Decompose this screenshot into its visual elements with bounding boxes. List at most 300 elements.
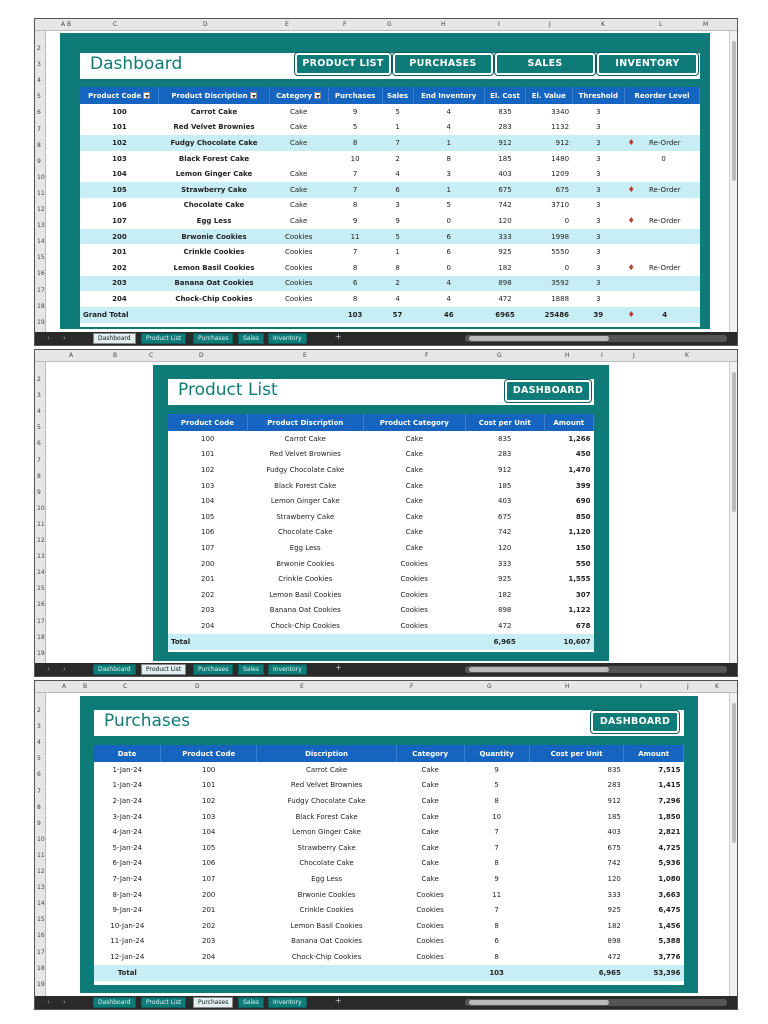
tab-dashboard[interactable]: Dashboard <box>93 333 136 344</box>
cost-per-unit-cell: 472 <box>498 621 512 630</box>
column-header[interactable] <box>572 87 625 104</box>
category-cell: Cake <box>421 812 439 821</box>
category-cell: Cookies <box>416 937 444 946</box>
column-header[interactable] <box>484 87 525 104</box>
column-header[interactable] <box>529 745 624 762</box>
table-row <box>168 587 594 603</box>
column-letter[interactable]: G <box>487 683 492 690</box>
amount-cell: 1,456 <box>658 921 681 930</box>
column-letter[interactable]: I <box>640 683 642 690</box>
column-header[interactable] <box>161 745 257 762</box>
column-header[interactable] <box>94 745 161 762</box>
end-inventory-cell: 4 <box>446 123 451 132</box>
column-header[interactable] <box>544 414 594 431</box>
row-number[interactable]: 11 <box>37 520 45 528</box>
column-letter[interactable]: M <box>703 21 709 28</box>
vertical-scrollbar[interactable] <box>729 31 737 333</box>
column-header[interactable] <box>396 745 464 762</box>
page-title: Product List <box>178 380 278 400</box>
column-letter[interactable]: H <box>565 352 570 359</box>
el-cost-cell: 675 <box>484 182 525 198</box>
amount-cell: 5,388 <box>658 937 681 946</box>
tab-sales[interactable]: Sales <box>238 664 264 675</box>
product-code-cell: 202 <box>202 921 216 930</box>
column-letter[interactable]: L <box>659 21 663 28</box>
end-inventory-cell: 0 <box>446 216 451 225</box>
row-number[interactable]: 9 <box>37 819 41 827</box>
column-header[interactable] <box>526 87 572 104</box>
date-cell: 1-Jan-24 <box>112 765 143 774</box>
category-cell: Cookies <box>416 890 444 899</box>
row-number[interactable]: 19 <box>37 318 45 326</box>
category-cell: Cookies <box>284 248 313 257</box>
reorder-level-cell <box>625 151 700 167</box>
sales-button[interactable]: SALES <box>495 53 595 75</box>
category-cell: Cake <box>290 170 308 179</box>
product-code-cell: 106 <box>112 201 127 210</box>
product-code-cell: 105 <box>201 512 215 521</box>
threshold-cell: 3 <box>596 216 601 225</box>
amount-cell: 399 <box>575 481 591 490</box>
el-value-cell: 1888 <box>551 294 570 303</box>
category-cell: Cake <box>421 765 439 774</box>
row-number[interactable]: 17 <box>37 948 45 956</box>
row-number[interactable]: 15 <box>37 916 45 924</box>
description-cell: Strawberry Cake <box>297 843 356 852</box>
row-number[interactable]: 7 <box>37 787 41 795</box>
column-letter[interactable]: E <box>285 21 289 28</box>
purchases-cell: 7 <box>352 170 358 179</box>
column-letter[interactable]: A <box>61 21 66 28</box>
product-category-cell: Cookies <box>400 621 428 630</box>
row-number[interactable]: 2 <box>37 376 41 383</box>
column-letter[interactable]: A <box>62 683 67 690</box>
reorder-flag-icon: ♦ <box>627 138 635 148</box>
vertical-scrollbar[interactable] <box>729 693 737 997</box>
row-number[interactable]: 8 <box>37 141 41 149</box>
add-sheet-button[interactable]: + <box>335 332 342 341</box>
row-number[interactable]: 6 <box>37 771 41 779</box>
cost-per-unit-cell: 898 <box>607 937 621 946</box>
column-letter[interactable]: E <box>303 352 307 359</box>
page-title: Dashboard <box>90 54 183 74</box>
cost-per-unit-cell: 925 <box>607 906 621 915</box>
table-row <box>94 887 684 903</box>
el-value-cell: 1998 <box>526 229 572 245</box>
description-cell: Brwonie Cookies <box>297 890 356 899</box>
product-description-cell: Brwonie Cookies <box>159 229 269 245</box>
threshold-cell: 3 <box>596 107 601 116</box>
column-letter[interactable]: K <box>685 352 689 359</box>
column-letter[interactable]: B <box>67 21 72 28</box>
category-cell <box>269 151 328 167</box>
product-description-cell: Fudgy Chocolate Cake <box>159 135 269 151</box>
tab-inventory[interactable]: Inventory <box>268 997 307 1008</box>
column-header-label: Category <box>412 749 449 758</box>
column-letter[interactable]: C <box>113 21 118 28</box>
scroll-right-arrow[interactable]: › <box>63 998 66 1006</box>
column-letter[interactable]: J <box>549 21 551 28</box>
date-cell: Total <box>94 965 161 981</box>
column-header-label: Product Discription <box>267 418 344 427</box>
el-cost-cell: 925 <box>498 248 512 257</box>
product-code-cell: 105 <box>80 182 159 198</box>
row-number[interactable]: 4 <box>37 408 41 416</box>
horizontal-scrollbar[interactable] <box>465 666 727 673</box>
tab-product-list[interactable]: Product List <box>141 333 186 344</box>
dashboard-sheet <box>46 31 729 332</box>
row-number[interactable]: 9 <box>37 157 41 165</box>
cost-per-unit-cell: 912 <box>498 465 512 474</box>
product-category-cell: Cake <box>405 450 423 459</box>
column-header-label: Threshold <box>578 91 618 100</box>
el-value-cell: 3710 <box>551 201 570 210</box>
cost-per-unit-cell: 403 <box>607 828 621 837</box>
row-number[interactable]: 2 <box>37 707 41 714</box>
product-description-cell: Black Forest Cake <box>274 481 337 490</box>
row-number[interactable]: 14 <box>37 569 45 577</box>
row-number[interactable]: 14 <box>37 900 45 908</box>
column-letter[interactable]: I <box>498 21 500 28</box>
table-row <box>80 291 700 307</box>
row-number[interactable]: 7 <box>37 456 41 464</box>
row-number[interactable]: 10 <box>37 173 45 181</box>
column-letter[interactable]: D <box>203 21 208 28</box>
column-header-label: Product Category <box>379 418 449 427</box>
threshold-cell: 3 <box>596 248 601 257</box>
description-cell: Carrot Cake <box>305 765 348 774</box>
column-letter[interactable]: H <box>441 21 446 28</box>
column-letter[interactable]: K <box>601 21 605 28</box>
amount-cell: 150 <box>575 543 591 552</box>
sheet-tab-bar <box>35 332 737 345</box>
row-number[interactable]: 10 <box>37 504 45 512</box>
tab-sales[interactable]: Sales <box>238 997 264 1008</box>
product-code-cell: 104 <box>112 170 127 179</box>
reorder-level-cell <box>625 135 700 151</box>
inventory-button[interactable]: INVENTORY <box>597 53 698 75</box>
column-letter[interactable]: G <box>497 352 502 359</box>
table-row <box>94 856 684 872</box>
column-letter[interactable]: K <box>715 683 719 690</box>
el-cost-cell: 835 <box>498 107 512 116</box>
el-value-cell: 0 <box>564 263 570 272</box>
add-sheet-button[interactable]: + <box>335 996 342 1005</box>
threshold-cell: 3 <box>572 135 625 151</box>
tab-purchases[interactable]: Purchases <box>193 997 233 1008</box>
category-cell: Cake <box>269 182 328 198</box>
column-letter[interactable]: B <box>113 352 118 359</box>
product-category-cell: Cake <box>405 497 423 506</box>
description-cell <box>257 965 396 981</box>
amount-cell: 1,122 <box>568 606 591 615</box>
end-inventory-cell: 4 <box>446 107 451 116</box>
quantity-cell: 7 <box>494 906 499 915</box>
column-letter[interactable]: F <box>425 352 429 359</box>
el-cost-cell: 403 <box>498 170 512 179</box>
product-list-button[interactable]: PRODUCT LIST <box>295 53 391 75</box>
tab-inventory[interactable]: Inventory <box>268 664 307 675</box>
product-description-cell: Lemon Ginger Cake <box>270 497 340 506</box>
row-number[interactable]: 3 <box>37 61 41 69</box>
column-header[interactable] <box>159 87 269 104</box>
scroll-left-arrow[interactable]: ‹ <box>47 998 50 1006</box>
column-header[interactable] <box>247 414 363 431</box>
cost-per-unit-cell: 182 <box>607 921 621 930</box>
filter-dropdown-icon[interactable] <box>250 92 257 99</box>
row-number[interactable]: 5 <box>37 755 41 763</box>
amount-cell: 10,607 <box>544 634 594 650</box>
row-number[interactable]: 17 <box>37 617 45 625</box>
row-number[interactable]: 13 <box>37 884 45 892</box>
el-cost-cell: 333 <box>484 229 525 245</box>
el-value-cell: 3340 <box>551 107 570 116</box>
category-cell: Cookies <box>284 294 313 303</box>
tab-sales[interactable]: Sales <box>238 333 264 344</box>
row-number[interactable]: 13 <box>37 553 45 561</box>
scroll-left-arrow[interactable]: ‹ <box>47 665 50 673</box>
column-letter[interactable]: C <box>149 352 154 359</box>
column-header[interactable] <box>625 87 700 104</box>
category-cell: Cake <box>269 135 328 151</box>
reorder-level-cell <box>625 120 700 136</box>
add-sheet-button[interactable]: + <box>335 663 342 672</box>
reorder-level-label: Re-Order <box>648 139 681 148</box>
product-list-window <box>34 349 738 677</box>
category-cell: Cookies <box>416 906 444 915</box>
category-cell: Cookies <box>269 229 328 245</box>
row-number[interactable]: 16 <box>37 601 45 609</box>
sales-cell: 3 <box>395 201 400 210</box>
threshold-cell: 3 <box>596 170 601 179</box>
row-number[interactable]: 18 <box>37 964 45 972</box>
table-row <box>94 934 684 950</box>
column-header[interactable] <box>80 87 159 104</box>
row-number[interactable]: 15 <box>37 585 45 593</box>
category-cell: Cake <box>421 874 439 883</box>
date-cell: 3-Jan-24 <box>112 812 143 821</box>
el-cost-cell: 283 <box>498 123 512 132</box>
table-row <box>94 840 684 856</box>
product-code-cell: 203 <box>202 937 216 946</box>
column-letter[interactable]: G <box>387 21 392 28</box>
row-number[interactable]: 19 <box>37 649 45 657</box>
column-header[interactable] <box>269 87 328 104</box>
scroll-left-arrow[interactable]: ‹ <box>47 334 50 342</box>
horizontal-scrollbar[interactable] <box>465 999 727 1006</box>
row-number[interactable]: 19 <box>37 980 45 988</box>
product-description-cell: Lemon Basil Cookies <box>269 590 342 599</box>
product-description-cell: Strawberry Cake <box>159 182 269 198</box>
column-header[interactable] <box>328 87 382 104</box>
product-description-cell: Crinkle Cookies <box>278 575 333 584</box>
row-number[interactable]: 18 <box>37 633 45 641</box>
dashboard-table <box>80 87 700 323</box>
page-title: Purchases <box>104 711 191 731</box>
column-header[interactable] <box>168 414 247 431</box>
threshold-cell: 3 <box>596 123 601 132</box>
column-letter[interactable]: D <box>195 683 200 690</box>
end-inventory-cell: 8 <box>446 154 451 163</box>
el-cost-cell: 742 <box>498 201 512 210</box>
vertical-scrollbar[interactable] <box>729 362 737 664</box>
row-number[interactable]: 5 <box>37 424 41 432</box>
amount-cell: 550 <box>575 559 591 568</box>
amount-cell: 1,120 <box>568 528 591 537</box>
threshold-cell: 3 <box>596 294 601 303</box>
row-number[interactable]: 11 <box>37 189 45 197</box>
column-letter[interactable]: C <box>123 683 128 690</box>
column-header[interactable] <box>465 414 544 431</box>
column-letter[interactable]: I <box>601 352 603 359</box>
row-number[interactable]: 17 <box>37 286 45 294</box>
row-number[interactable]: 6 <box>37 109 41 117</box>
scroll-right-arrow[interactable]: › <box>63 334 66 342</box>
date-cell: 10-Jan-24 <box>110 921 145 930</box>
column-letter[interactable]: F <box>343 21 347 28</box>
row-number[interactable]: 7 <box>37 125 41 133</box>
column-letter[interactable]: D <box>199 352 204 359</box>
cost-per-unit-cell: 925 <box>498 575 512 584</box>
column-letter[interactable]: E <box>300 683 304 690</box>
row-number[interactable]: 11 <box>37 851 45 859</box>
row-number[interactable]: 8 <box>37 472 41 480</box>
purchases-button[interactable]: PURCHASES <box>393 53 493 75</box>
end-inventory-cell: 6 <box>413 229 484 245</box>
category-cell: Cake <box>290 123 308 132</box>
column-header[interactable] <box>257 745 396 762</box>
scroll-right-arrow[interactable]: › <box>63 665 66 673</box>
row-number[interactable]: 12 <box>37 537 45 544</box>
filter-dropdown-icon[interactable] <box>314 92 321 99</box>
amount-cell: 450 <box>575 450 591 459</box>
product-description-cell: Crinkle Cookies <box>183 248 245 257</box>
row-number[interactable]: 10 <box>37 835 45 843</box>
row-number[interactable]: 9 <box>37 488 41 496</box>
row-number[interactable]: 14 <box>37 238 45 246</box>
column-header[interactable] <box>624 745 684 762</box>
row-number[interactable]: 18 <box>37 302 45 310</box>
table-row <box>94 918 684 934</box>
cost-per-unit-cell: 742 <box>498 528 512 537</box>
table-row <box>94 871 684 887</box>
reorder-level-label: Re-Order <box>648 264 681 273</box>
row-number[interactable]: 4 <box>37 77 41 85</box>
reorder-flag-icon: ♦ <box>627 263 635 273</box>
product-list-table <box>168 414 594 650</box>
amount-cell: 1,555 <box>568 575 591 584</box>
column-header-label: Sales <box>387 91 409 100</box>
table-row <box>168 556 594 572</box>
row-number[interactable]: 5 <box>37 93 41 101</box>
end-inventory-cell: 0 <box>446 263 451 272</box>
el-value-cell: 3592 <box>526 276 572 292</box>
description-cell: Lemon Basil Cookies <box>290 921 363 930</box>
description-cell: Fudgy Chocolate Cake <box>287 796 366 805</box>
tab-product-list[interactable]: Product List <box>141 664 186 675</box>
table-row <box>168 540 594 556</box>
column-header[interactable] <box>382 87 413 104</box>
tab-dashboard[interactable]: Dashboard <box>93 664 136 675</box>
column-letter[interactable]: F <box>410 683 414 690</box>
product-description-cell: Chocolate Cake <box>277 528 333 537</box>
amount-cell: 7,296 <box>658 796 681 805</box>
end-inventory-cell: 4 <box>446 294 451 303</box>
quantity-cell: 8 <box>494 952 499 961</box>
total-row <box>94 965 684 981</box>
product-description-cell: Fudgy Chocolate Cake <box>266 465 345 474</box>
product-code-cell: 100 <box>202 765 216 774</box>
threshold-cell: 3 <box>596 154 601 163</box>
column-letter[interactable]: J <box>633 352 635 359</box>
column-letter[interactable]: J <box>687 683 689 690</box>
cost-per-unit-cell: 742 <box>607 859 621 868</box>
product-code-cell: 200 <box>80 229 159 245</box>
reorder-level-label: Re-Order <box>648 217 681 226</box>
amount-cell: 5,936 <box>658 859 681 868</box>
table-row <box>94 793 684 809</box>
column-letter[interactable]: B <box>83 683 88 690</box>
row-number[interactable]: 12 <box>37 206 45 213</box>
row-number[interactable]: 4 <box>37 739 41 747</box>
tab-dashboard[interactable]: Dashboard <box>93 997 136 1008</box>
cost-per-unit-cell: 472 <box>607 952 621 961</box>
tab-product-list[interactable]: Product List <box>141 997 186 1008</box>
row-number[interactable]: 13 <box>37 222 45 230</box>
column-header[interactable] <box>464 745 529 762</box>
column-header-label: Amount <box>553 418 585 427</box>
horizontal-scrollbar[interactable] <box>465 335 727 342</box>
cost-per-unit-cell: 912 <box>607 796 621 805</box>
row-number[interactable]: 3 <box>37 723 41 731</box>
product-description-cell: Chock-Chip Cookies <box>270 621 340 630</box>
column-header[interactable] <box>413 87 484 104</box>
description-cell: Chock-Chip Cookies <box>291 952 362 961</box>
filter-dropdown-icon[interactable] <box>143 92 150 99</box>
row-number[interactable]: 6 <box>37 440 41 448</box>
purchases-cell: 8 <box>328 135 382 151</box>
product-code-cell: 100 <box>201 434 215 443</box>
description-cell: Chocolate Cake <box>299 859 354 868</box>
column-letter[interactable]: H <box>565 683 570 690</box>
sales-cell: 2 <box>395 154 400 163</box>
tab-purchases[interactable]: Purchases <box>193 664 233 675</box>
product-code-cell: 201 <box>202 906 216 915</box>
row-number[interactable]: 8 <box>37 803 41 811</box>
amount-cell: 678 <box>575 621 591 630</box>
product-code-cell: 100 <box>112 107 127 116</box>
table-row <box>94 762 684 778</box>
tab-purchases[interactable]: Purchases <box>193 333 233 344</box>
row-number[interactable]: 16 <box>37 932 45 940</box>
category-cell: Cake <box>421 859 439 868</box>
row-number[interactable]: 2 <box>37 45 41 52</box>
end-inventory-cell: 6 <box>446 248 451 257</box>
column-letter[interactable]: A <box>69 352 74 359</box>
tab-inventory[interactable]: Inventory <box>268 333 307 344</box>
purchases-cell: 7 <box>352 248 358 257</box>
quantity-cell: 8 <box>494 859 499 868</box>
dashboard-button[interactable]: DASHBOARD <box>591 711 679 733</box>
dashboard-button[interactable]: DASHBOARD <box>505 380 591 402</box>
product-category-cell: Cake <box>405 434 423 443</box>
row-number[interactable]: 15 <box>37 254 45 262</box>
column-header[interactable] <box>363 414 465 431</box>
row-number[interactable]: 16 <box>37 270 45 278</box>
row-number[interactable]: 12 <box>37 868 45 875</box>
threshold-cell: 3 <box>572 229 625 245</box>
row-number[interactable]: 3 <box>37 392 41 400</box>
